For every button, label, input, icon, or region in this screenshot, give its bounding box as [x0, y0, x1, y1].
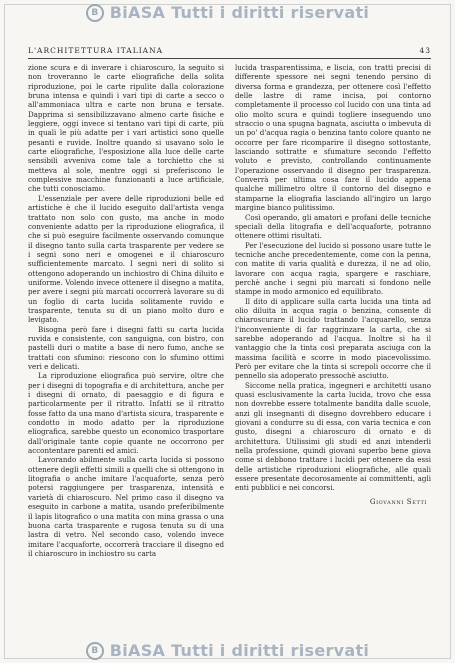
paragraph: lucida trasparentissima, e liscia, con tratti precisi di differente spessore nei segni tenendo persino di diversa forma e grandezza, per ottenere così l'effetto delle lastre di rame incisa, poi contorno completamente il processo col lucido con una tinta ad olio molto scura e quindi togliere inseguendo uno straccio o una spugna bagnata, asciutta o imbevuta di un po' d'acqua ragia o benzina tanto colore quanto ne occorre per fare ricomparire il disegno sottostante, lasciando sottratte e sfumature secondo l'effetto voluto e previsto, controllando continuamente l'operazione osservando il disegno per trasparenza. Converrà per ultima cosa fare il lucido appena qualche millimetro oltre il contorno del disegno e stamparne la eliografia lasciando all'ingiro un largo margine bianco pulitissimo.	[235, 63, 431, 213]
journal-title: L'ARCHITETTURA ITALIANA	[28, 46, 164, 55]
paragraph: zione scura e di inverare i chiaroscuro, la seguito si non troveranno le carte eliografiche della solita riproduzione, poi le carte ripulite dalla colorazione bruna intensa e quindi i vari tipi di carte a secco o all'ammoniaca ultra e carte non bruna e tersate. Dapprima si sensibilizzavano almeno carte fisiche e leggiere, oggi invece si tentano vari tipi di carte, più in quali le più adatte per i vari artistici sono quelle pesanti e ruvide. Inoltre quando si usavano solo le carte eliografiche, l'esposizione alla luce delle carte sensibili avveniva come tale a torchietto che si metteva al sole, mentre oggi si preferiscono le complessive macchine funzionanti a luce artificiale, che tutti conosciamo.	[28, 63, 224, 194]
paragraph: L'essenziale per avere delle riproduzioni belle ed artistiche è che il lucido eseguito dall'artista venga trattato non solo con gusto, ma anche in modo conveniente adatto per la riproduzione eliografica, il che si può eseguire facilmente osservando comunque il disegno tanto sulla carta trasparente per vedere se i segni sono neri e omogenei e il chiaroscuro sufficientemente marcato. I segni neri di solito si ottengono adoperando un inchiostro di China diluito e uniforme. Volendo invece ottenere il disegno a matita, per avere i segni più marcati occorrerà lavorare su di un foglio di carta lucida solitamente ruvido e trasparente, tenuta su di un piano molto duro e levigato.	[28, 193, 224, 325]
paragraph: Il dito di applicare sulla carta lucida una tinta ad olio diluita in acqua ragia o benzina, consente di chiaroscurare il lucido trattando l'acquarello, senza l'inconveniente di far raggrinzare la carta, che si sarebbe adoperando ad l'acqua. Inoltre si ha il vantaggio che la tinta così preparata asciuga con la massima facilità e scorre in modo piacevolissimo. Però per evitare che la tinta si screpoli occorre che il pennello sia adoperato pressochè asciutto.	[235, 296, 431, 381]
paragraph: Lavorando abilmente sulla carta lucida si possono ottenere degli effetti simili a quelli che si ottengono in litografia o anche imitare l'acquaforte, senza però potersi raggiungere per trasparenza, intensità e varietà di chiaroscuro. Nel primo caso il disegno va eseguito in carbone a matita, usando preferibilmente il lapis litografico o una matita con mina grassa o una buona carta trasparente e rugosa tenuta su di una lastra di vetro. Nel secondo caso, volendo invece imitare l'acquaforte, occorrerà tracciare il disegno ed il chiaroscuro in inchiostro su carta	[28, 455, 224, 558]
paragraph: Bisogna però fare i disegni fatti su carta lucida ruvida e consistente, con sanguigna, con bistro, con pastelli duri o matite a base di nero fumo, anche se trattati con sfumino: riescono con lo sfumino ottimi veri e delicati.	[28, 324, 224, 371]
paragraph: Per l'esecuzione del lucido si possono usare tutte le tecniche anche precedentemente, come con la penna, con matite di varia qualità e durezza, il ne ad olio, lavorare con acqua ragia, spargere e raschiare, perchè anche i segni più marcati si fondono nelle stampe in modo armonico ed equilibrato.	[235, 240, 431, 297]
right-column	[235, 63, 431, 635]
watermark-text: BiASA Tutti i diritti riservati	[109, 3, 370, 22]
paragraph: Siccome nella pratica, ingegneri e architetti usano quasi esclusivamente la carta lucida, trovo che essa non dovrebbe essere totalmente bandita dalle scuole, anzi gli insegnanti di disegno dovrebbero educare i giovani a condurre su di essa, con varia tecnica e con gusto, disegni a chiaroscuro di ornato e di architettura. Utilissimi gli studi ed anzi intenderli nella professione, quindi giovani superbo bene giova come si debbono trattare i lucidi per ottenere da essi delle artistiche riproduzioni eliografiche, alle quali essere presentate decorosamente ai committenti, agli enti pubblici e nei concorsi.	[235, 380, 431, 493]
running-header	[28, 46, 431, 55]
header-rule	[28, 58, 431, 59]
biasa-logo-icon: B	[86, 642, 104, 660]
article-body	[28, 63, 431, 635]
paragraph: Così operando, gli amatori e profani delle tecniche speciali della litografia e dell'acquaforte, potranno ottenere ottimi risultati.	[235, 212, 431, 241]
page-number: 43	[419, 46, 431, 55]
watermark-text: BiASA Tutti i diritti riservati	[109, 641, 370, 660]
left-column	[28, 63, 224, 635]
author-signature: Giovanni Setti	[369, 496, 427, 506]
paragraph: La riproduzione eliografica può servire, oltre che per i disegni di topografia e di architettura, anche per i disegni di ornato, di paesaggio e di figura e particolarmente per il ritratto. Infatti se il ritratto fosse fatto da una mano d'artista sicura, trasparente e condotto in modo adatto per la riproduzione eliografica, sarebbe questo un economico trasportare dall'originale tante copie quante ne occorrono per accontentare parenti ed amici.	[28, 371, 224, 456]
biasa-logo-icon: B	[86, 4, 104, 22]
